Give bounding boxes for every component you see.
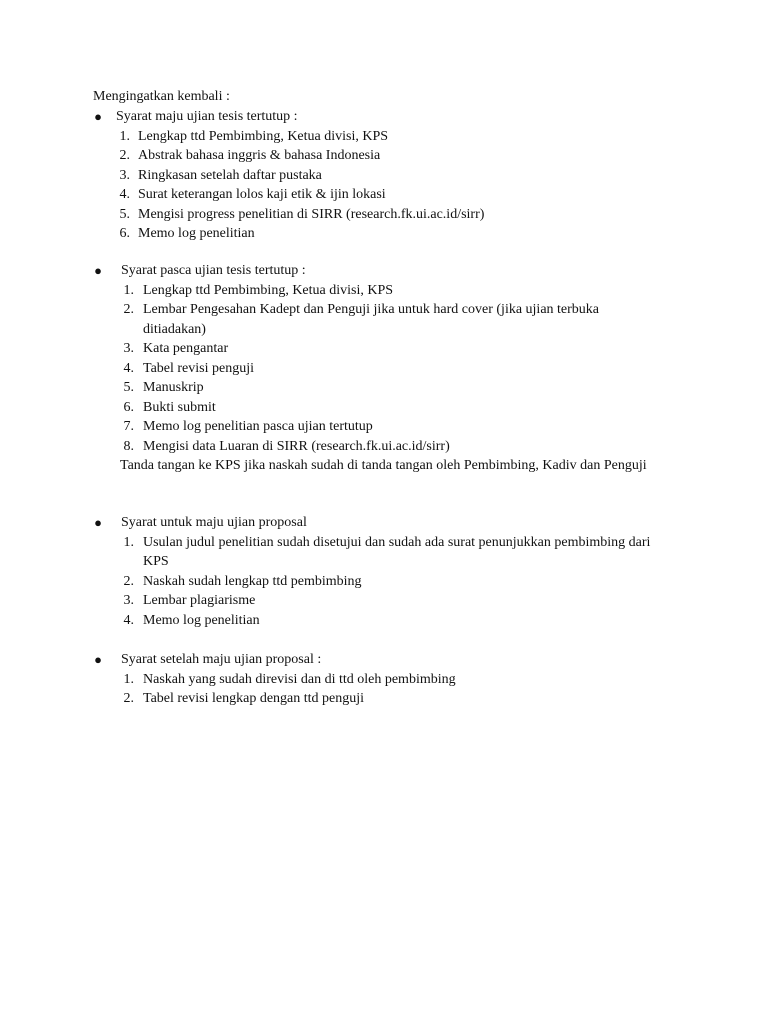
- item-text: Abstrak bahasa inggris & bahasa Indonesia: [138, 148, 381, 163]
- bullet-icon: ●: [94, 652, 102, 667]
- item-number: 2.: [123, 302, 134, 317]
- list-item: [0, 359, 768, 379]
- list-item: [0, 611, 768, 631]
- list-item: [0, 533, 768, 572]
- item-text: Lembar plagiarisme: [143, 593, 256, 608]
- item-number: 1.: [119, 128, 130, 144]
- section-heading: [0, 107, 768, 127]
- list-item: [0, 281, 768, 301]
- section-tesis-tertutup-requirements: [0, 107, 768, 244]
- item-text: Bukti submit: [143, 399, 216, 415]
- item-text: Naskah yang sudah direvisi dan di ttd oleh pembimbing: [143, 671, 456, 687]
- section-heading-text: Syarat maju ujian tesis tertutup :: [116, 109, 298, 124]
- item-number: 7.: [123, 419, 134, 434]
- item-number: 5.: [119, 206, 130, 222]
- item-number: 1.: [123, 282, 134, 298]
- item-text: Lengkap ttd Pembimbing, Ketua divisi, KPS: [138, 128, 389, 144]
- item-number: 3.: [123, 593, 134, 608]
- section-heading: [0, 650, 768, 670]
- item-number: 4.: [123, 612, 134, 628]
- section-heading: [0, 261, 768, 281]
- item-text: Ringkasan setelah daftar pustaka: [138, 167, 322, 183]
- item-number: 1.: [123, 534, 134, 550]
- list-item: [0, 689, 768, 709]
- list-item: [0, 437, 768, 457]
- item-text: Lengkap ttd Pembimbing, Ketua divisi, KPS: [143, 282, 394, 298]
- section-heading-text: Syarat pasca ujian tesis tertutup :: [121, 263, 306, 278]
- section-proposal-requirements: [0, 513, 768, 630]
- list-item: [0, 591, 768, 611]
- item-text: Tabel revisi penguji: [143, 360, 254, 376]
- item-number: 8.: [123, 438, 134, 454]
- list-item: [0, 300, 768, 339]
- item-number: 4.: [119, 187, 130, 202]
- section-heading-text: Syarat untuk maju ujian proposal: [121, 515, 307, 530]
- bullet-icon: ●: [94, 263, 102, 278]
- item-text: Mengisi data Luaran di SIRR (research.fk.ui.ac.id/sirr): [143, 438, 450, 454]
- item-number: 6.: [123, 399, 134, 415]
- item-number: 6.: [119, 226, 130, 241]
- item-number: 2.: [123, 573, 134, 589]
- item-number: 3.: [119, 167, 130, 183]
- list-item: [0, 185, 768, 205]
- item-text: Naskah sudah lengkap ttd pembimbing: [143, 573, 362, 589]
- item-text: Surat keterangan lolos kaji etik & ijin lokasi: [138, 187, 386, 202]
- section-pasca-tesis-tertutup: [0, 261, 768, 476]
- item-number: 2.: [119, 148, 130, 163]
- item-text: Usulan judul penelitian sudah disetujui dan sudah ada surat penunjukkan pembimbing dari KPS: [143, 534, 651, 569]
- item-number: 3.: [123, 341, 134, 356]
- item-text: Manuskrip: [143, 380, 204, 395]
- signature-note: Tanda tangan ke KPS jika naskah sudah di tanda tangan oleh Pembimbing, Kadiv dan Penguji: [120, 458, 647, 473]
- item-number: 4.: [123, 360, 134, 376]
- item-text: Memo log penelitian pasca ujian tertutup: [143, 419, 373, 434]
- list-item: [0, 398, 768, 418]
- item-text: Kata pengantar: [143, 341, 229, 356]
- list-item: [0, 127, 768, 147]
- list-item: [0, 339, 768, 359]
- list-item: [0, 378, 768, 398]
- list-item: [0, 146, 768, 166]
- section-heading-text: Syarat setelah maju ujian proposal :: [121, 652, 322, 667]
- item-text: Tabel revisi lengkap dengan ttd penguji: [143, 691, 365, 706]
- item-number: 2.: [123, 691, 134, 706]
- item-text: Lembar Pengesahan Kadept dan Penguji jika untuk hard cover (jika ujian terbuka ditiadakan): [143, 302, 600, 337]
- section-post-proposal: [0, 650, 768, 709]
- list-item: [0, 166, 768, 186]
- list-item: [0, 417, 768, 437]
- intro-text: Mengingatkan kembali :: [93, 89, 230, 104]
- list-item: [0, 224, 768, 244]
- item-number: 5.: [123, 380, 134, 395]
- list-item: [0, 205, 768, 225]
- list-item: [0, 572, 768, 592]
- section-heading: [0, 513, 768, 533]
- item-text: Mengisi progress penelitian di SIRR (research.fk.ui.ac.id/sirr): [138, 206, 485, 222]
- item-text: Memo log penelitian: [143, 612, 260, 628]
- item-text: Memo log penelitian: [138, 226, 255, 241]
- bullet-icon: ●: [94, 109, 102, 124]
- bullet-icon: ●: [94, 515, 102, 530]
- list-item: [0, 670, 768, 690]
- item-number: 1.: [123, 671, 134, 687]
